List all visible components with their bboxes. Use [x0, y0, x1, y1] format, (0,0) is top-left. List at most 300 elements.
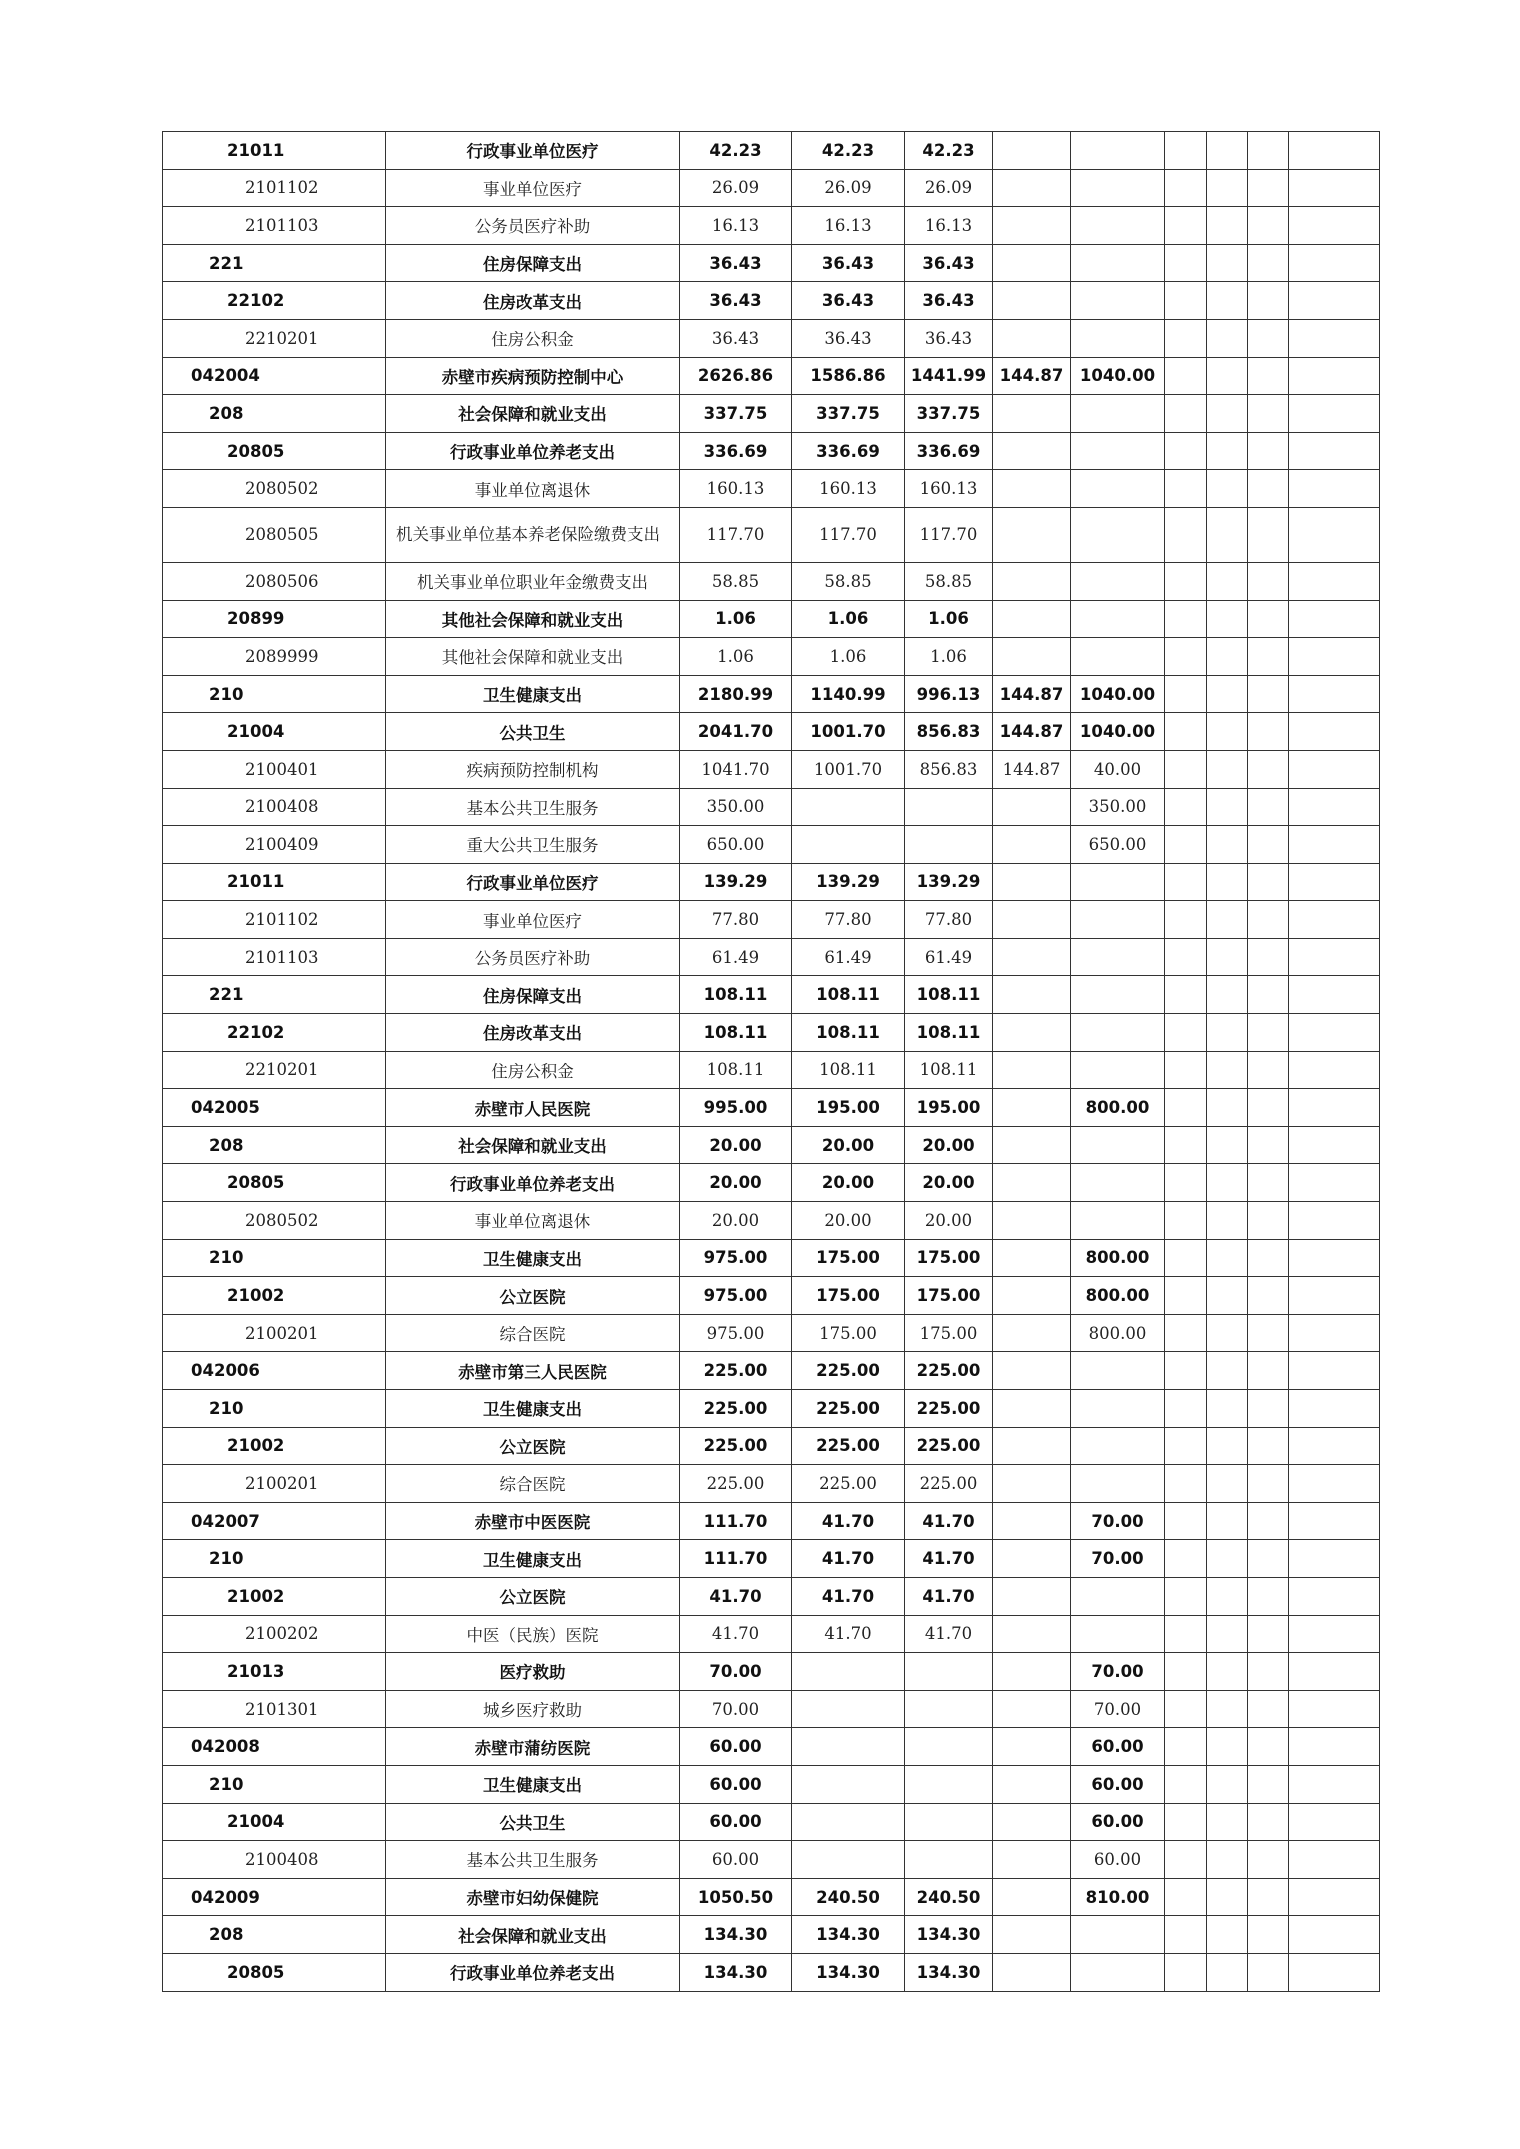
row-personnel: 175.00 [905, 1314, 993, 1352]
row-public [993, 319, 1071, 357]
row-public [993, 1202, 1071, 1240]
row-empty-cell [1165, 1803, 1207, 1841]
row-empty-cell [1207, 1653, 1248, 1691]
row-basic: 1.06 [792, 638, 905, 676]
row-empty-cell [1165, 132, 1207, 170]
row-code: 2100201 [163, 1314, 386, 1352]
row-name: 行政事业单位养老支出 [386, 1164, 680, 1202]
row-personnel: 41.70 [905, 1540, 993, 1578]
row-project [1071, 132, 1165, 170]
row-empty-cell [1207, 1314, 1248, 1352]
row-basic: 134.30 [792, 1916, 905, 1954]
row-basic: 225.00 [792, 1352, 905, 1390]
table-row [163, 1239, 1380, 1277]
row-personnel: 41.70 [905, 1615, 993, 1653]
table-row [163, 432, 1380, 470]
row-total: 975.00 [680, 1277, 792, 1315]
table-row [163, 1089, 1380, 1127]
row-name: 社会保障和就业支出 [386, 1126, 680, 1164]
row-name: 综合医院 [386, 1314, 680, 1352]
row-empty-cell [1289, 826, 1380, 864]
row-basic: 336.69 [792, 432, 905, 470]
row-empty-cell [1289, 1841, 1380, 1879]
row-name: 公立医院 [386, 1277, 680, 1315]
row-basic: 337.75 [792, 395, 905, 433]
row-public [993, 826, 1071, 864]
row-empty-cell [1207, 1051, 1248, 1089]
table-row [163, 863, 1380, 901]
row-project [1071, 1014, 1165, 1052]
row-empty-cell [1165, 1352, 1207, 1390]
row-empty-cell [1248, 1427, 1289, 1465]
row-code: 208 [163, 395, 386, 433]
row-code: 2100401 [163, 750, 386, 788]
row-project [1071, 1465, 1165, 1503]
row-project [1071, 244, 1165, 282]
row-code: 210 [163, 1239, 386, 1277]
row-total: 975.00 [680, 1239, 792, 1277]
row-basic [792, 1841, 905, 1879]
table-row [163, 938, 1380, 976]
row-project [1071, 1615, 1165, 1653]
row-name: 住房公积金 [386, 1051, 680, 1089]
table-row [163, 244, 1380, 282]
row-name: 行政事业单位养老支出 [386, 1953, 680, 1991]
row-personnel: 336.69 [905, 432, 993, 470]
row-name: 住房公积金 [386, 319, 680, 357]
row-project [1071, 207, 1165, 245]
table-row [163, 1953, 1380, 1991]
row-name: 基本公共卫生服务 [386, 788, 680, 826]
row-basic: 175.00 [792, 1277, 905, 1315]
row-personnel: 20.00 [905, 1126, 993, 1164]
row-empty-cell [1207, 863, 1248, 901]
row-public [993, 788, 1071, 826]
table-row [163, 1916, 1380, 1954]
row-empty-cell [1207, 1277, 1248, 1315]
row-name: 中医（民族）医院 [386, 1615, 680, 1653]
row-empty-cell [1289, 1615, 1380, 1653]
row-basic: 16.13 [792, 207, 905, 245]
row-personnel: 41.70 [905, 1577, 993, 1615]
row-project: 800.00 [1071, 1089, 1165, 1127]
row-empty-cell [1248, 863, 1289, 901]
row-empty-cell [1165, 1540, 1207, 1578]
table-row [163, 132, 1380, 170]
row-project: 60.00 [1071, 1765, 1165, 1803]
row-public [993, 1277, 1071, 1315]
row-personnel: 58.85 [905, 562, 993, 600]
row-empty-cell [1207, 1916, 1248, 1954]
row-personnel: 108.11 [905, 976, 993, 1014]
table-row [163, 1051, 1380, 1089]
row-total: 336.69 [680, 432, 792, 470]
row-name: 赤壁市中医医院 [386, 1502, 680, 1540]
row-project [1071, 282, 1165, 320]
row-empty-cell [1165, 244, 1207, 282]
row-empty-cell [1248, 938, 1289, 976]
row-empty-cell [1207, 207, 1248, 245]
row-basic: 225.00 [792, 1427, 905, 1465]
row-project: 1040.00 [1071, 675, 1165, 713]
row-basic: 41.70 [792, 1502, 905, 1540]
row-name: 赤壁市疾病预防控制中心 [386, 357, 680, 395]
row-empty-cell [1289, 1202, 1380, 1240]
row-project: 650.00 [1071, 826, 1165, 864]
row-empty-cell [1289, 1540, 1380, 1578]
row-total: 20.00 [680, 1126, 792, 1164]
row-code: 042005 [163, 1089, 386, 1127]
row-empty-cell [1165, 1239, 1207, 1277]
row-empty-cell [1165, 1841, 1207, 1879]
table-row [163, 600, 1380, 638]
row-code: 210 [163, 1765, 386, 1803]
row-project [1071, 562, 1165, 600]
row-empty-cell [1289, 1502, 1380, 1540]
row-name: 其他社会保障和就业支出 [386, 600, 680, 638]
row-total: 975.00 [680, 1314, 792, 1352]
row-total: 1.06 [680, 638, 792, 676]
row-empty-cell [1248, 1277, 1289, 1315]
row-name: 公务员医疗补助 [386, 938, 680, 976]
row-code: 2101301 [163, 1690, 386, 1728]
row-name: 住房保障支出 [386, 976, 680, 1014]
row-empty-cell [1248, 1390, 1289, 1428]
table-row [163, 1540, 1380, 1578]
row-project [1071, 1126, 1165, 1164]
row-code: 2101103 [163, 938, 386, 976]
row-empty-cell [1289, 244, 1380, 282]
row-code: 210 [163, 675, 386, 713]
row-project [1071, 976, 1165, 1014]
table-row [163, 1014, 1380, 1052]
row-empty-cell [1207, 244, 1248, 282]
row-empty-cell [1248, 1126, 1289, 1164]
row-empty-cell [1207, 788, 1248, 826]
row-project [1071, 169, 1165, 207]
row-empty-cell [1248, 1916, 1289, 1954]
row-total: 26.09 [680, 169, 792, 207]
row-total: 42.23 [680, 132, 792, 170]
row-name: 行政事业单位医疗 [386, 132, 680, 170]
row-empty-cell [1165, 1465, 1207, 1503]
row-empty-cell [1289, 1014, 1380, 1052]
row-personnel: 225.00 [905, 1427, 993, 1465]
row-total: 139.29 [680, 863, 792, 901]
row-code: 2101103 [163, 207, 386, 245]
row-empty-cell [1165, 507, 1207, 562]
row-total: 2180.99 [680, 675, 792, 713]
row-empty-cell [1248, 244, 1289, 282]
row-code: 20805 [163, 432, 386, 470]
row-empty-cell [1207, 132, 1248, 170]
row-name: 重大公共卫生服务 [386, 826, 680, 864]
row-public [993, 282, 1071, 320]
row-project [1071, 1352, 1165, 1390]
row-empty-cell [1207, 1502, 1248, 1540]
row-code: 20899 [163, 600, 386, 638]
row-personnel: 856.83 [905, 713, 993, 751]
row-project: 60.00 [1071, 1803, 1165, 1841]
row-project: 800.00 [1071, 1277, 1165, 1315]
row-empty-cell [1248, 1577, 1289, 1615]
row-empty-cell [1165, 638, 1207, 676]
row-total: 41.70 [680, 1615, 792, 1653]
row-total: 61.49 [680, 938, 792, 976]
row-code: 22102 [163, 1014, 386, 1052]
table-row [163, 1577, 1380, 1615]
row-name: 事业单位离退休 [386, 470, 680, 508]
row-empty-cell [1248, 1465, 1289, 1503]
table-row [163, 562, 1380, 600]
row-project: 1040.00 [1071, 713, 1165, 751]
row-empty-cell [1289, 713, 1380, 751]
row-empty-cell [1289, 1765, 1380, 1803]
row-personnel [905, 1765, 993, 1803]
row-empty-cell [1289, 169, 1380, 207]
row-public [993, 1690, 1071, 1728]
row-total: 111.70 [680, 1540, 792, 1578]
row-code: 042009 [163, 1878, 386, 1916]
row-basic: 41.70 [792, 1540, 905, 1578]
row-empty-cell [1289, 1728, 1380, 1766]
row-basic: 1001.70 [792, 713, 905, 751]
row-empty-cell [1207, 638, 1248, 676]
row-basic: 61.49 [792, 938, 905, 976]
table-row [163, 470, 1380, 508]
row-personnel: 41.70 [905, 1502, 993, 1540]
row-basic: 108.11 [792, 1051, 905, 1089]
row-basic: 1140.99 [792, 675, 905, 713]
row-personnel: 36.43 [905, 244, 993, 282]
row-code: 2100408 [163, 1841, 386, 1879]
table-row [163, 1202, 1380, 1240]
row-total: 225.00 [680, 1427, 792, 1465]
row-empty-cell [1289, 1314, 1380, 1352]
row-basic: 36.43 [792, 319, 905, 357]
row-project [1071, 432, 1165, 470]
row-code: 2210201 [163, 1051, 386, 1089]
table-row [163, 1615, 1380, 1653]
row-code: 2080505 [163, 507, 386, 562]
row-name: 公立医院 [386, 1427, 680, 1465]
row-empty-cell [1207, 562, 1248, 600]
row-code: 2210201 [163, 319, 386, 357]
row-total: 225.00 [680, 1352, 792, 1390]
row-public [993, 244, 1071, 282]
row-name: 公立医院 [386, 1577, 680, 1615]
row-name: 公务员医疗补助 [386, 207, 680, 245]
row-code: 21002 [163, 1277, 386, 1315]
row-empty-cell [1207, 938, 1248, 976]
row-public [993, 1841, 1071, 1879]
row-empty-cell [1165, 395, 1207, 433]
row-code: 20805 [163, 1164, 386, 1202]
row-empty-cell [1165, 207, 1207, 245]
row-total: 650.00 [680, 826, 792, 864]
table-row [163, 1465, 1380, 1503]
row-empty-cell [1289, 395, 1380, 433]
table-row [163, 207, 1380, 245]
row-personnel: 175.00 [905, 1239, 993, 1277]
row-project [1071, 507, 1165, 562]
row-code: 208 [163, 1916, 386, 1954]
row-public [993, 638, 1071, 676]
row-empty-cell [1248, 1878, 1289, 1916]
row-project [1071, 1916, 1165, 1954]
row-name: 疾病预防控制机构 [386, 750, 680, 788]
row-personnel: 1.06 [905, 600, 993, 638]
row-name: 赤壁市妇幼保健院 [386, 1878, 680, 1916]
row-total: 20.00 [680, 1202, 792, 1240]
row-empty-cell [1248, 1803, 1289, 1841]
row-project [1071, 638, 1165, 676]
row-code: 2089999 [163, 638, 386, 676]
row-project: 70.00 [1071, 1690, 1165, 1728]
row-name: 赤壁市蒲纺医院 [386, 1728, 680, 1766]
row-empty-cell [1207, 600, 1248, 638]
row-empty-cell [1248, 1314, 1289, 1352]
row-empty-cell [1248, 901, 1289, 939]
row-basic: 175.00 [792, 1314, 905, 1352]
row-empty-cell [1248, 1202, 1289, 1240]
row-empty-cell [1207, 901, 1248, 939]
row-empty-cell [1289, 638, 1380, 676]
row-project [1071, 1577, 1165, 1615]
row-empty-cell [1165, 976, 1207, 1014]
row-empty-cell [1165, 1314, 1207, 1352]
row-empty-cell [1165, 1089, 1207, 1127]
row-empty-cell [1165, 1390, 1207, 1428]
row-personnel: 856.83 [905, 750, 993, 788]
row-empty-cell [1248, 1765, 1289, 1803]
row-project: 350.00 [1071, 788, 1165, 826]
row-empty-cell [1248, 282, 1289, 320]
row-project: 60.00 [1071, 1728, 1165, 1766]
row-empty-cell [1165, 675, 1207, 713]
row-personnel: 337.75 [905, 395, 993, 433]
row-empty-cell [1289, 1577, 1380, 1615]
row-basic: 1586.86 [792, 357, 905, 395]
row-basic: 134.30 [792, 1953, 905, 1991]
row-empty-cell [1165, 432, 1207, 470]
row-public [993, 1502, 1071, 1540]
row-empty-cell [1165, 713, 1207, 751]
row-empty-cell [1165, 826, 1207, 864]
row-empty-cell [1289, 1277, 1380, 1315]
row-name: 卫生健康支出 [386, 675, 680, 713]
table-row [163, 1803, 1380, 1841]
row-name: 基本公共卫生服务 [386, 1841, 680, 1879]
row-code: 2080506 [163, 562, 386, 600]
row-project [1071, 863, 1165, 901]
row-empty-cell [1289, 1427, 1380, 1465]
row-code: 2100201 [163, 1465, 386, 1503]
row-empty-cell [1248, 788, 1289, 826]
row-empty-cell [1248, 1164, 1289, 1202]
row-empty-cell [1289, 1164, 1380, 1202]
row-project [1071, 319, 1165, 357]
row-basic: 195.00 [792, 1089, 905, 1127]
row-basic: 1001.70 [792, 750, 905, 788]
row-empty-cell [1248, 600, 1289, 638]
row-basic: 41.70 [792, 1615, 905, 1653]
row-personnel: 175.00 [905, 1277, 993, 1315]
row-public [993, 1390, 1071, 1428]
row-empty-cell [1207, 826, 1248, 864]
row-code: 2080502 [163, 470, 386, 508]
row-empty-cell [1207, 675, 1248, 713]
row-total: 60.00 [680, 1728, 792, 1766]
row-total: 16.13 [680, 207, 792, 245]
row-project [1071, 1427, 1165, 1465]
row-empty-cell [1207, 357, 1248, 395]
table-row [163, 282, 1380, 320]
row-code: 2100202 [163, 1615, 386, 1653]
row-name: 综合医院 [386, 1465, 680, 1503]
row-empty-cell [1165, 1502, 1207, 1540]
row-personnel: 134.30 [905, 1916, 993, 1954]
row-empty-cell [1289, 1239, 1380, 1277]
row-public [993, 1239, 1071, 1277]
row-total: 134.30 [680, 1953, 792, 1991]
row-empty-cell [1248, 1653, 1289, 1691]
row-empty-cell [1248, 432, 1289, 470]
table-row [163, 675, 1380, 713]
row-empty-cell [1289, 600, 1380, 638]
row-empty-cell [1165, 1051, 1207, 1089]
row-personnel: 20.00 [905, 1202, 993, 1240]
row-empty-cell [1165, 1916, 1207, 1954]
table-row [163, 976, 1380, 1014]
row-public [993, 1126, 1071, 1164]
row-empty-cell [1289, 1878, 1380, 1916]
row-personnel [905, 1653, 993, 1691]
row-public [993, 395, 1071, 433]
row-total: 70.00 [680, 1690, 792, 1728]
budget-table-sheet [162, 131, 1380, 1992]
row-empty-cell [1207, 395, 1248, 433]
row-public [993, 1953, 1071, 1991]
row-public [993, 901, 1071, 939]
row-empty-cell [1248, 1239, 1289, 1277]
row-personnel [905, 1803, 993, 1841]
row-basic: 139.29 [792, 863, 905, 901]
row-empty-cell [1289, 562, 1380, 600]
row-public [993, 1089, 1071, 1127]
row-public [993, 207, 1071, 245]
row-personnel [905, 1690, 993, 1728]
row-project: 70.00 [1071, 1502, 1165, 1540]
row-total: 350.00 [680, 788, 792, 826]
row-total: 108.11 [680, 1051, 792, 1089]
row-basic: 36.43 [792, 244, 905, 282]
row-empty-cell [1165, 1953, 1207, 1991]
row-personnel: 134.30 [905, 1953, 993, 1991]
row-empty-cell [1207, 1089, 1248, 1127]
table-row [163, 357, 1380, 395]
row-project [1071, 1202, 1165, 1240]
row-empty-cell [1248, 1615, 1289, 1653]
row-empty-cell [1289, 675, 1380, 713]
row-total: 77.80 [680, 901, 792, 939]
row-empty-cell [1165, 1878, 1207, 1916]
row-empty-cell [1248, 132, 1289, 170]
row-code: 221 [163, 976, 386, 1014]
row-name: 医疗救助 [386, 1653, 680, 1691]
row-total: 70.00 [680, 1653, 792, 1691]
row-code: 2100408 [163, 788, 386, 826]
